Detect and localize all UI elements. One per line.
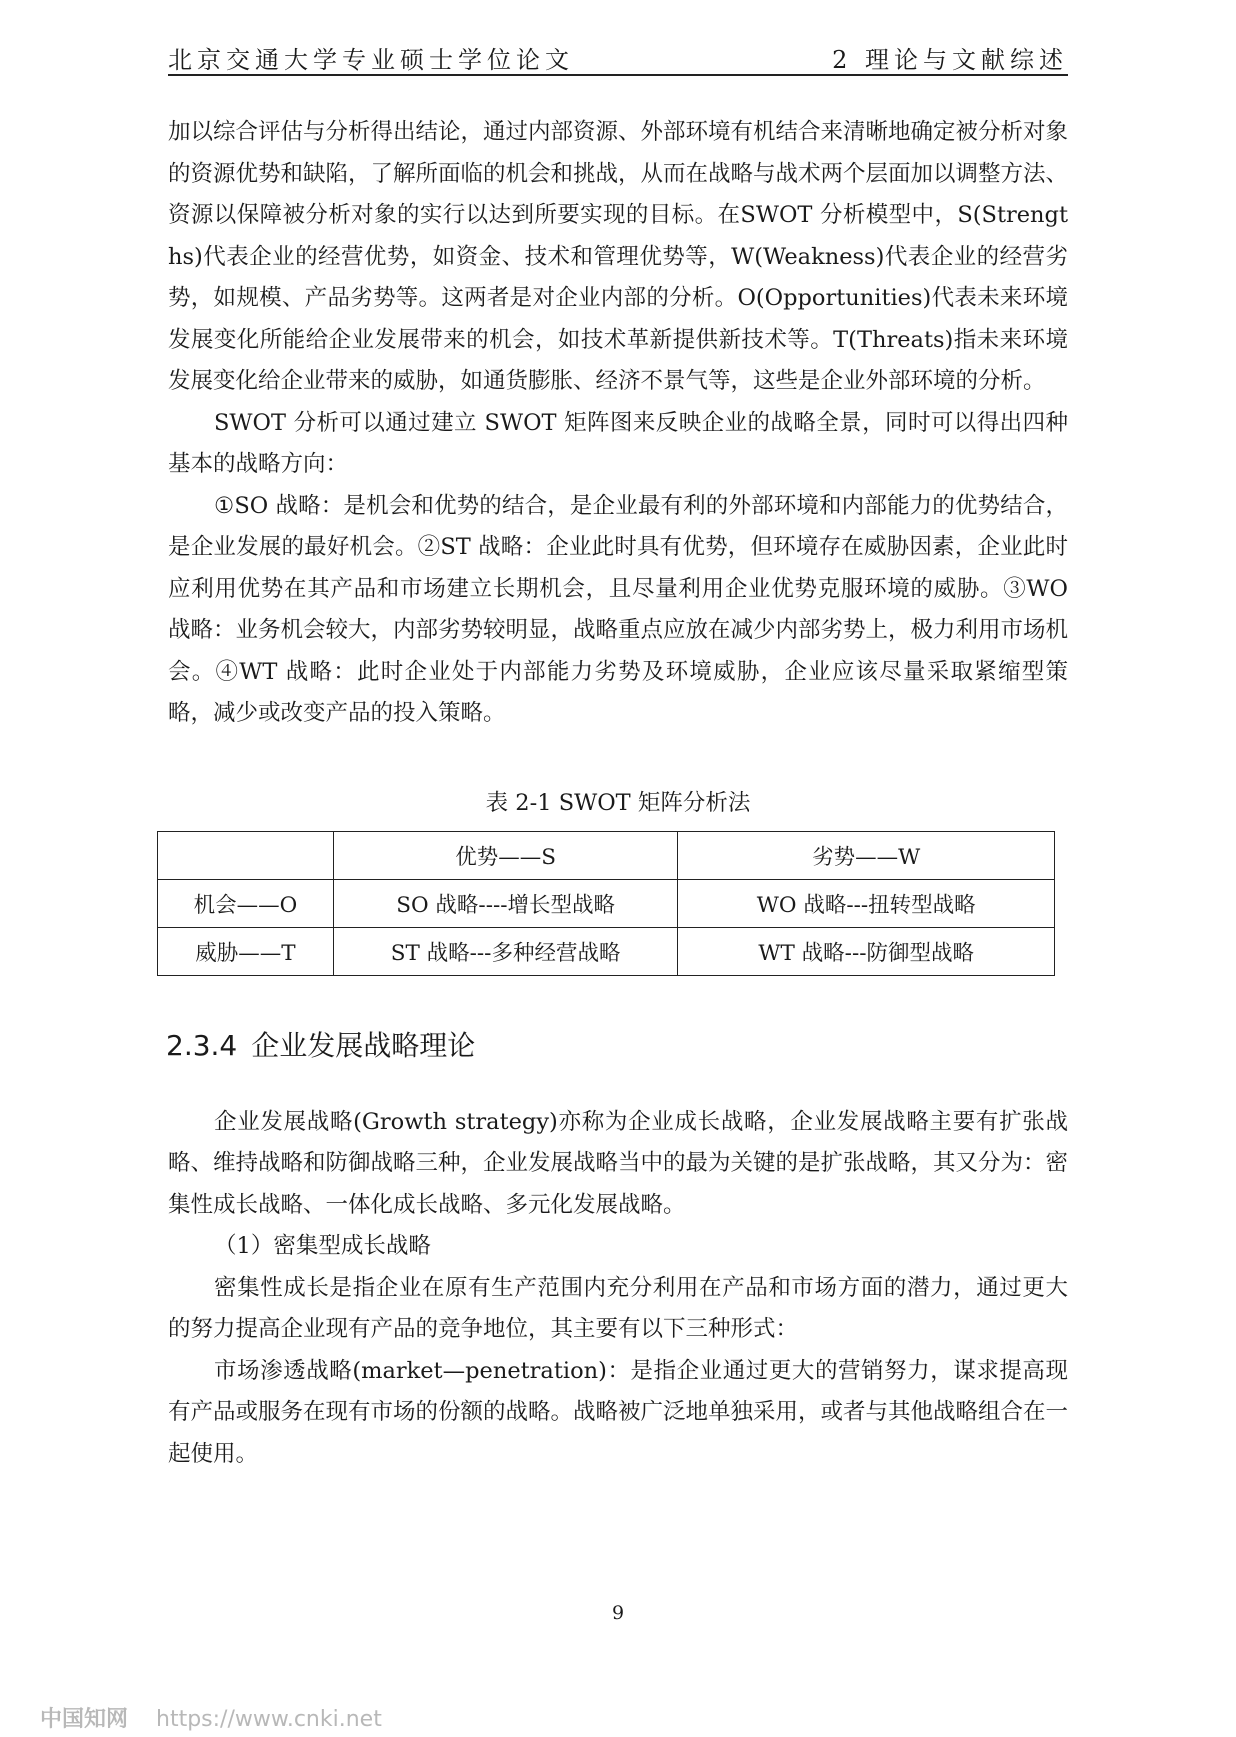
watermark-url: https://www.cnki.net — [156, 1707, 382, 1732]
subsection-label: （1）密集型成长战略 — [214, 1233, 431, 1259]
table-cell-wo: WO 战略---扭转型战略 — [678, 879, 1055, 927]
page-body — [168, 112, 1068, 1475]
table-caption: 表 2-1 SWOT 矩阵分析法 — [485, 789, 751, 816]
table-header-cell-empty — [158, 831, 334, 879]
body-paragraph-3: ①SO 战略：是机会和优势的结合，是企业最有利的外部环境和内部能力的优势结合，是企业发展的最好机会。②ST 战略：企业此时具有优势，但环境存在威胁因素，企业此时应利用优势在其产品和市场建立长期机会，且尽量利用企业优势克服环境的威胁。③WO 战略：业务机会较大，内部劣势较明显，战略重点应放在减少内部劣势上，极力利用市场机会。④WT 战略：此时企业处于内部能力劣势及环境威胁，企业应该尽量采取紧缩型策略，减少或改变产品的投入策略。 — [168, 492, 1069, 726]
body-paragraph-1: 加以综合评估与分析得出结论，通过内部资源、外部环境有机结合来清晰地确定被分析对象的资源优势和缺陷，了解所面临的机会和挑战，从而在战略与战术两个层面加以调整方法、资源以保障被分析对象的实行以达到所要实现的目标。在SWOT 分析模型中，S(Strengths)代表企业的经营优势，如资金、技术和管理优势等，W(Weakness)代表企业的经营劣势，如规模、产品劣势等。这两者是对企业内部的分析。O(Opportunities)代表未来环境发展变化所能给企业发展带来的机会，如技术革新提供新技术等。T(Threats)指未来环境发展变化给企业带来的威胁，如通货膨胀、经济不景气等，这些是企业外部环境的分析。 — [168, 119, 1069, 394]
page-number: 9 — [611, 1602, 625, 1624]
section-paragraph-1: 企业发展战略(Growth strategy)亦称为企业成长战略，企业发展战略主要有扩张战略、维持战略和防御战略三种，企业发展战略当中的最为关键的是扩张战略，其又分为：密集性成长战略、一体化成长战略、多元化发展战略。 — [168, 1108, 1069, 1218]
table-cell-wt: WT 战略---防御型战略 — [678, 927, 1055, 975]
table-row — [158, 879, 1055, 927]
header-thesis-title: 北京交通大学专业硕士学位论文 — [168, 46, 574, 74]
header-chapter-title: 2 理论与文献综述 — [832, 46, 1068, 74]
watermark — [40, 1702, 382, 1733]
table-header-cell-weaknesses: 劣势——W — [678, 831, 1055, 879]
swot-matrix-table — [157, 831, 1055, 976]
section-paragraph-2: 密集性成长是指企业在原有生产范围内充分利用在产品和市场方面的潜力，通过更大的努力提高企业现有产品的竞争地位，其主要有以下三种形式： — [168, 1274, 1068, 1342]
section-paragraph-3: 市场渗透战略(market—penetration)：是指企业通过更大的营销努力，谋求提高现有产品或服务在现有市场的份额的战略。战略被广泛地单独采用，或者与其他战略组合在一起使用。 — [168, 1357, 1069, 1467]
section-number: 2.3.4 — [166, 1028, 238, 1062]
table-header-cell-strengths: 优势——S — [333, 831, 678, 879]
row-label-threats: 威胁——T — [158, 927, 334, 975]
table-header-row — [158, 831, 1055, 879]
table-cell-so: SO 战略----增长型战略 — [333, 879, 678, 927]
table-cell-st: ST 战略---多种经营战略 — [333, 927, 678, 975]
table-row — [158, 927, 1055, 975]
section-heading — [166, 1024, 1068, 1068]
body-paragraph-2: SWOT 分析可以通过建立 SWOT 矩阵图来反映企业的战略全景，同时可以得出四种基本的战略方向： — [168, 409, 1068, 477]
running-header — [168, 40, 1068, 76]
section-title: 企业发展战略理论 — [251, 1028, 476, 1062]
row-label-opportunities: 机会——O — [158, 879, 334, 927]
section-body — [168, 1102, 1068, 1476]
watermark-brand: 中国知网 — [40, 1707, 129, 1732]
